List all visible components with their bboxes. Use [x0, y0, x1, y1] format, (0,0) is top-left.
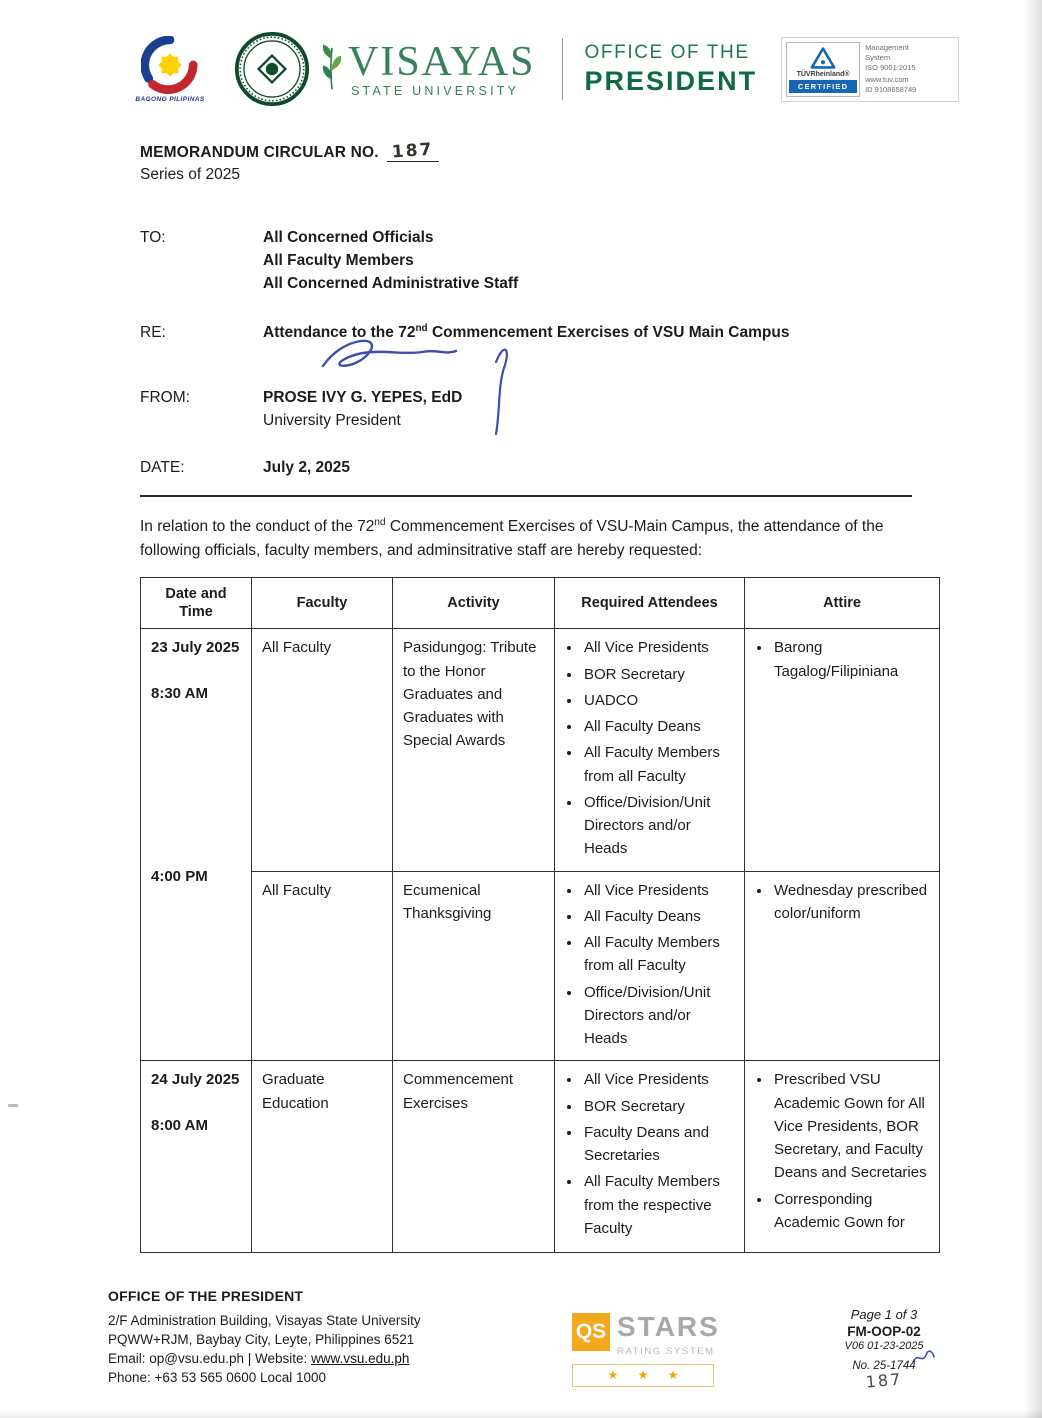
control-number: No. 25-1744 — [826, 1360, 942, 1372]
faculty-cell: Graduate Education — [252, 1061, 393, 1253]
from-title: University President — [263, 412, 401, 429]
qs-stars-row: ★ ★ ★ — [572, 1364, 714, 1387]
list-item: • Office/Division/Unit Directors and/or Heads — [582, 791, 734, 861]
handwritten-number: 187 — [864, 1369, 904, 1392]
list-item: • UADCO — [582, 689, 734, 712]
footer-address-line1: 2/F Administration Building, Visayas State University — [108, 1313, 421, 1329]
ordinal-sup: nd — [374, 516, 386, 528]
schedule-table — [140, 577, 940, 1253]
bagong-pilipinas-logo — [128, 36, 212, 103]
table-header-row — [141, 578, 940, 629]
activity-cell: Ecumenical Thanksgiving — [393, 871, 555, 1061]
list-item: • Faculty Deans and Secretaries — [582, 1121, 734, 1168]
qs-stars-logo — [572, 1311, 720, 1387]
cert-mgmt-line2: System — [865, 52, 891, 62]
page-footer — [0, 1287, 1042, 1390]
list-item: • All Vice Presidents — [582, 1068, 734, 1091]
footer-office-title: OFFICE OF THE PRESIDENT — [108, 1288, 304, 1305]
qs-stars-word: STARS — [617, 1311, 720, 1343]
tuv-certified-ribbon: CERTIFIED — [789, 80, 857, 93]
to-line: All Concerned Administrative Staff — [263, 275, 519, 292]
memo-body — [0, 139, 1042, 1253]
re-field — [140, 321, 1042, 344]
memo-number-handwritten: 187 — [391, 139, 435, 163]
vsu-seal-icon — [234, 31, 310, 107]
cert-iso-label: ISO 9001:2015 — [865, 62, 916, 72]
to-line: All Faculty Members — [263, 252, 414, 269]
faculty-cell: All Faculty — [252, 871, 393, 1061]
list-item: • All Faculty Deans — [582, 715, 734, 738]
table-row — [141, 871, 940, 1061]
office-line1: OFFICE OF THE — [584, 41, 750, 63]
list-item: • All Faculty Members from all Faculty — [582, 741, 734, 788]
leaf-icon — [320, 42, 344, 97]
office-of-the-president-header — [585, 42, 758, 97]
separator-line — [140, 495, 912, 497]
office-line2: PRESIDENT — [584, 65, 758, 96]
column-header-attire: Attire — [745, 578, 940, 629]
attire-cell — [745, 871, 940, 1061]
list-item: • All Vice Presidents — [582, 636, 734, 659]
column-header-activity: Activity — [393, 578, 555, 629]
activity-cell: Pasidungog: Tribute to the Honor Graduates and Graduates with Special Awards — [393, 629, 555, 871]
list-item: • Corresponding Academic Gown for — [772, 1188, 929, 1235]
tuv-cert-details — [860, 42, 954, 97]
university-name: VISAYAS — [348, 38, 536, 85]
website-link[interactable]: www.vsu.edu.ph — [311, 1351, 410, 1367]
re-subject: Attendance to the 72nd Commencement Exercises of VSU Main Campus — [263, 322, 790, 341]
bagong-pilipinas-sun-icon — [141, 36, 199, 94]
from-field — [140, 386, 1042, 432]
bagong-pilipinas-label: BAGONG PILIPINAS — [135, 95, 205, 103]
from-name: PROSE IVY G. YEPES, EdD — [263, 389, 463, 406]
attire-list — [755, 1068, 929, 1234]
footer-document-meta — [826, 1307, 942, 1390]
attendees-cell — [555, 1061, 745, 1253]
date-value: July 2, 2025 — [263, 459, 351, 476]
memo-number-line — [387, 139, 439, 163]
footer-email-line: Email: op@vsu.edu.ph | Website: www.vsu.edu.ph — [108, 1351, 410, 1367]
attendees-list — [565, 636, 734, 860]
table-row — [141, 629, 940, 871]
attendees-cell — [555, 629, 745, 871]
attire-list — [755, 879, 929, 926]
attendees-list — [565, 1068, 734, 1240]
memo-circular-label: MEMORANDUM CIRCULAR NO. — [140, 144, 379, 161]
qs-square-icon: QS — [572, 1313, 610, 1351]
list-item: • BOR Secretary — [582, 1095, 734, 1118]
time-afternoon: 4:00 PM — [151, 867, 208, 885]
list-item: • Office/Division/Unit Directors and/or Heads — [582, 981, 734, 1051]
time-morning: 8:30 AM — [151, 684, 208, 702]
scan-artifact — [8, 1104, 18, 1107]
attendees-list — [565, 879, 734, 1051]
attendees-cell — [555, 871, 745, 1061]
time-morning: 8:00 AM — [151, 1116, 208, 1134]
activity-cell: Commencement Exercises — [393, 1061, 555, 1253]
page-number: Page 1 of 3 — [850, 1307, 918, 1323]
memo-heading — [140, 139, 1042, 184]
form-version: V06 01-23-2025 — [844, 1340, 924, 1353]
list-item: • All Faculty Members from the respective Faculty — [582, 1170, 734, 1240]
footer-contact-block — [108, 1287, 540, 1387]
list-item: • Wednesday prescribed color/uniform — [772, 879, 929, 926]
to-line: All Concerned Officials — [263, 229, 434, 246]
from-label: FROM: — [140, 389, 190, 406]
tuv-brand-label: TÜVRheinland® — [796, 70, 850, 78]
memo-fields — [140, 226, 1042, 479]
date-cell-24-july: 24 July 2025 8:00 AM — [141, 1061, 252, 1253]
memo-series: Series of 2025 — [140, 166, 240, 183]
list-item: • Prescribed VSU Academic Gown for All Vice Presidents, BOR Secretary, and Faculty Deans and Secretaries — [772, 1068, 929, 1184]
qs-rating-system-label: RATING SYSTEM — [617, 1346, 715, 1358]
intro-paragraph: In relation to the conduct of the 72nd Commencement Exercises of VSU-Main Campus, the attendance of the following officials, faculty members, and adminsitrative staff are hereby requested: — [140, 516, 884, 559]
re-label: RE: — [140, 324, 166, 341]
list-item: • BOR Secretary — [582, 663, 734, 686]
cert-site: www.tuv.com — [865, 75, 909, 85]
footer-address-line2: PQWW+RJM, Baybay City, Leyte, Philippines 6521 — [108, 1332, 415, 1348]
attire-cell — [745, 1061, 940, 1253]
date-field — [140, 456, 1042, 479]
ordinal-sup: nd — [415, 322, 428, 334]
tuv-logo-box — [786, 42, 860, 97]
list-item: • All Vice Presidents — [582, 879, 734, 902]
column-header-required-attendees: Required Attendees — [555, 578, 745, 629]
cert-mgmt-line1: Management — [865, 42, 909, 52]
cert-id: ID 9108658749 — [865, 85, 917, 95]
column-header-faculty: Faculty — [252, 578, 393, 629]
list-item: • All Faculty Deans — [582, 905, 734, 928]
attire-list — [755, 636, 929, 683]
tuv-certification-badge — [781, 37, 959, 102]
attire-cell — [745, 629, 940, 871]
university-subtitle: STATE UNIVERSITY — [351, 83, 520, 98]
tuv-triangle-icon — [809, 46, 837, 70]
vsu-wordmark — [320, 38, 536, 98]
list-item: • Barong Tagalog/Filipiniana — [772, 636, 929, 683]
faculty-cell: All Faculty — [252, 629, 393, 871]
to-field — [140, 226, 1042, 295]
date-cell-23-july: 23 July 2025 8:30 AM 4:00 PM — [141, 629, 252, 1061]
to-label: TO: — [140, 229, 166, 246]
table-row — [141, 1061, 940, 1253]
header-divider — [562, 38, 563, 100]
column-header-date-time: Date and Time — [141, 578, 252, 629]
list-item: • All Faculty Members from all Faculty — [582, 931, 734, 978]
date-label: DATE: — [140, 459, 185, 476]
letterhead — [0, 0, 1042, 118]
footer-phone-line: Phone: +63 53 565 0600 Local 1000 — [108, 1370, 327, 1386]
form-code: FM-OOP-02 — [847, 1324, 921, 1340]
